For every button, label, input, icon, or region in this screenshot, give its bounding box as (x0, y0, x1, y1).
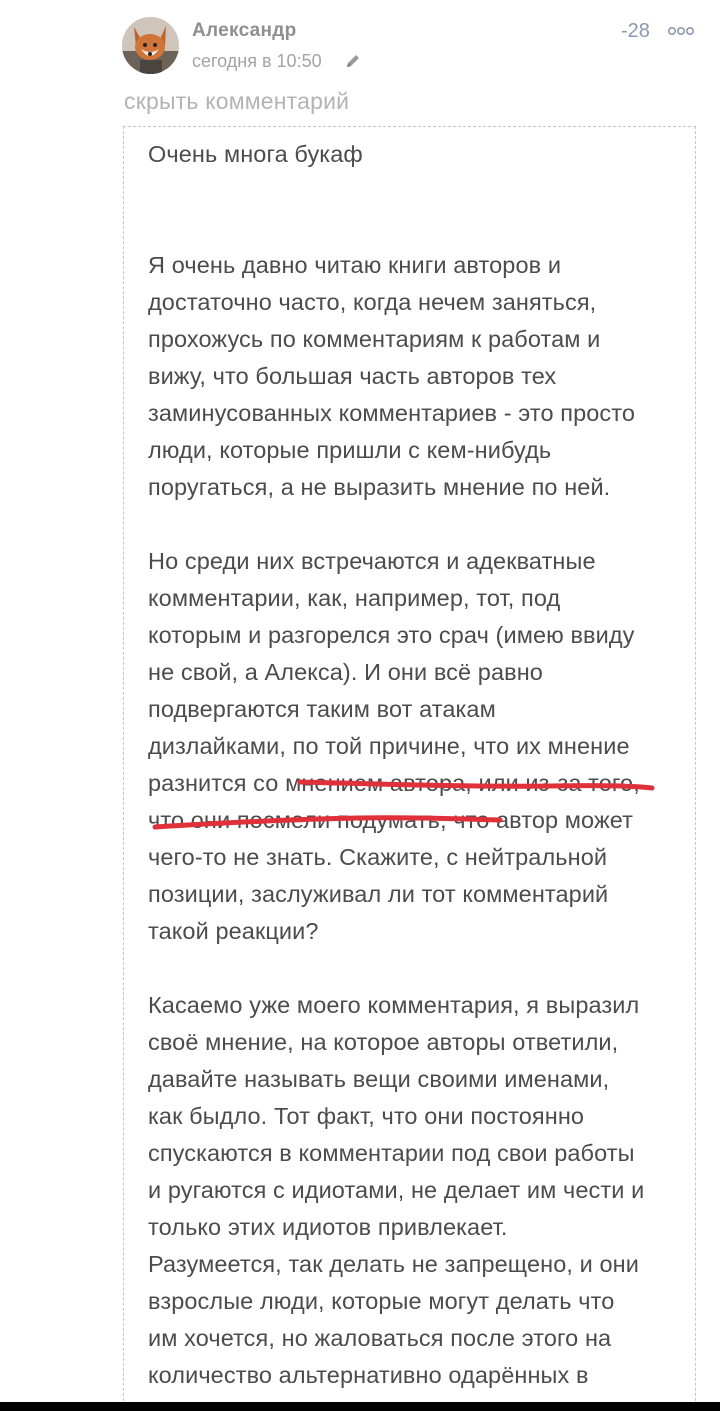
comment-header (0, 0, 720, 90)
comment-paragraph-2: Но среди них встречаются и адекватные комментарии, как, например, тот, под которым и разгорелся это срач (имею ввиду не свой, а Алекса). И они всё равно подвергаются таким вот атакам дизлайками, по той причине, что их мнение разнится со мнением автора, или из-за того, что они посмели подумать, что автор может чего-то не знать. Скажите, с нейтральной позиции, заслуживал ли тот комментарий такой реакции? (148, 548, 640, 944)
comment-rating: -28 (621, 20, 650, 42)
author-name[interactable]: Александр (192, 20, 297, 41)
blank-spacer (148, 173, 678, 247)
avatar[interactable] (122, 17, 179, 74)
comment-paragraph-1: Я очень давно читаю книги авторов и достаточно часто, когда нечем заняться, прохожусь по комментариям к работам и вижу, что большая часть авторов тех заминусованных комментариев - это просто люди, которые пришли с кем-нибудь поругаться, а не выразить мнение по ней. (148, 252, 636, 500)
comment-body (148, 136, 678, 1394)
comment-paragraph-3: Касаемо уже моего комментария, я выразил своё мнение, на которое авторы ответили, давайте называть вещи своими именами, как быдло. Тот факт, что они постоянно спускаются в комментарии под свои работы и ругаются с идиотами, не делает им чести и только этих идиотов привлекает. Разумеется, так делать не запрещено, и они взрослые люди, которые могут делать что им хочется, но жаловаться после этого на количество альтернативно одарённых в (148, 992, 645, 1388)
hide-comment-link[interactable]: скрыть комментарий (124, 88, 350, 114)
bottom-edge-bar (0, 1402, 720, 1411)
fox-avatar-image (122, 17, 179, 74)
comment-title: Очень многа букаф (148, 141, 363, 167)
comment-timestamp: сегодня в 10:50 (192, 51, 322, 71)
more-dots-icon[interactable] (668, 26, 694, 36)
pencil-icon[interactable] (344, 52, 362, 70)
